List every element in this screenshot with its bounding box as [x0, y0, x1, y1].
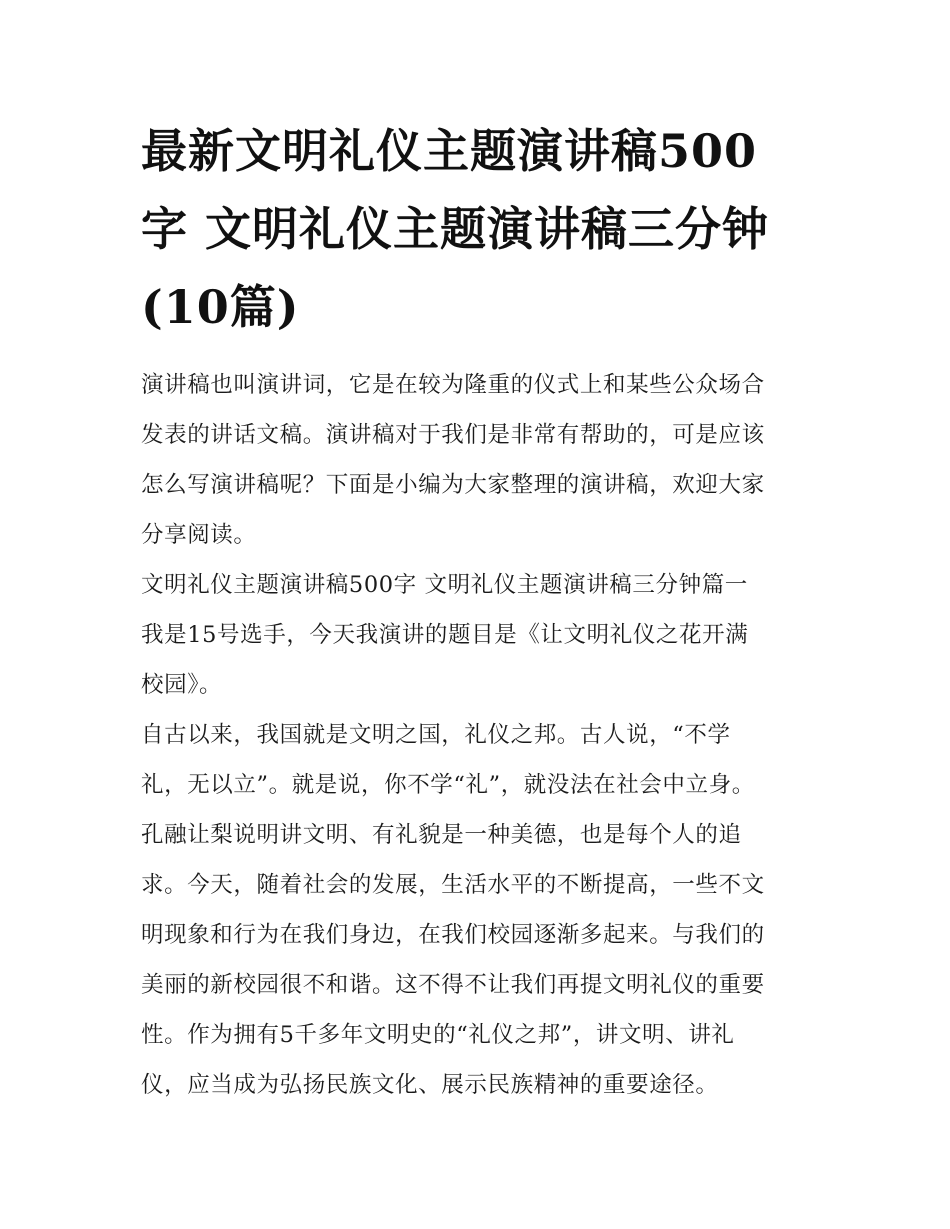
intro-paragraph: 演讲稿也叫演讲词，它是在较为隆重的仪式上和某些公众场合 发表的讲话文稿。演讲稿对于我们是非常有帮助的，可是应该 怎么写演讲稿呢？下面是小编为大家整理的演讲稿，欢迎大家 分享阅读。	[141, 372, 765, 548]
document-body	[141, 112, 813, 1110]
document-title: 最新文明礼仪主题演讲稿500 字 文明礼仪主题演讲稿三分钟 (10篇)	[141, 124, 770, 334]
speech-body-paragraph: 自古以来，我国就是文明之国，礼仪之邦。古人说，“不学 礼，无以立”。就是说，你不学“礼”，就没法在社会中立身。 孔融让梨说明讲文明、有礼貌是一种美德，也是每个人的追 求。今天，随着社会的发展，生活水平的不断提高，一些不文 明现象和行为在我们身边，在我们校园逐渐多起来。与我们的 美丽的新校园很不和谐。这不得不让我们再提文明礼仪的重要 性。作为拥有5千多年文明史的“礼仪之邦”，讲文明、讲礼 仪，应当成为弘扬民族文化、展示民族精神的重要途径。	[141, 722, 765, 1098]
speech-opening-paragraph: 我是15号选手，今天我演讲的题目是《让文明礼仪之花开满 校园》。	[141, 622, 749, 698]
section-heading: 文明礼仪主题演讲稿500字 文明礼仪主题演讲稿三分钟篇一	[141, 572, 748, 598]
